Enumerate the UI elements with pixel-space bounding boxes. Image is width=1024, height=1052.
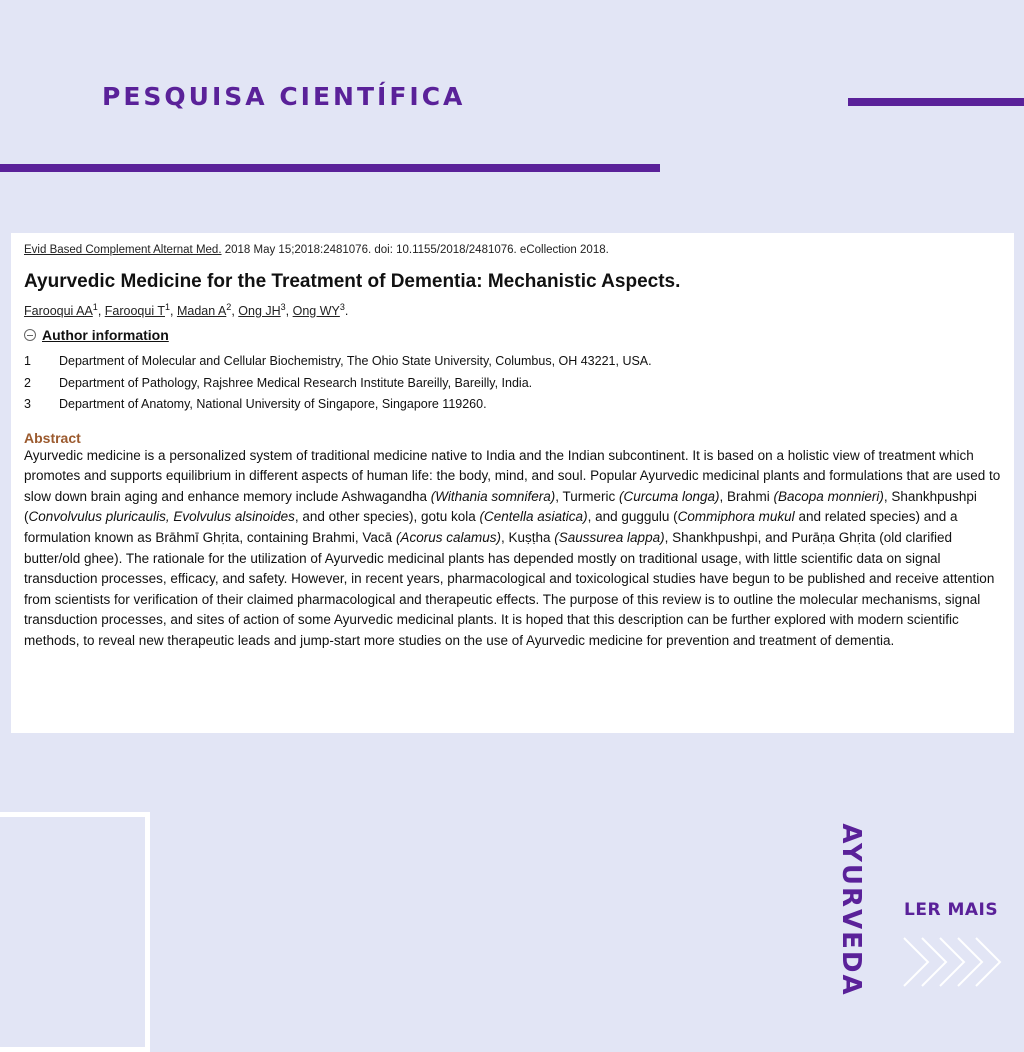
- section-title: PESQUISA CIENTÍFICA: [102, 82, 466, 111]
- author-info-toggle[interactable]: [24, 327, 1001, 343]
- abstract-italic: (Saussurea lappa): [554, 530, 665, 546]
- author-affil-sup: 1: [164, 302, 170, 312]
- affiliation-number: 1: [24, 354, 31, 369]
- author-affil-sup: 3: [339, 302, 345, 312]
- abstract-italic: (Acorus calamus): [395, 530, 501, 546]
- author-affil-sup: 2: [226, 302, 232, 312]
- affiliation-list: [24, 351, 1001, 416]
- abstract-segment: Ayurvedic medicine is a personalized system of traditional medicine native to India and the Indian subcontinent. It is based on a holistic view of treatment which promotes and supports equilibrium in different aspects of human life: the body, mind, and soul. Popular Ayurvedic medicinal plants and formulations that are used to slow down brain aging and enhance memory include Ashwagandha: [24, 447, 1001, 504]
- abstract-segment: , Brahmi: [719, 488, 774, 504]
- citation-details: 2018 May 15;2018:2481076. doi: 10.1155/2018/2481076. eCollection 2018.: [221, 244, 609, 256]
- author-affil-sup: 1: [92, 302, 98, 312]
- affiliation-item: [24, 373, 1001, 395]
- affiliation-item: [24, 351, 1001, 373]
- author-info-label[interactable]: Author information: [42, 327, 169, 344]
- abstract-text: [24, 446, 1001, 652]
- affiliation-text: Department of Anatomy, National University of Singapore, Singapore 119260.: [59, 397, 487, 412]
- abstract-heading: Abstract: [24, 429, 81, 446]
- affiliation-text: Department of Pathology, Rajshree Medical Research Institute Bareilly, Bareilly, India.: [59, 375, 533, 390]
- chevron-right-icon[interactable]: [902, 934, 1006, 990]
- abstract-segment: and related species) and a formulation known as Brāhmī Ghṛita, containing Brahmi, Vacā: [24, 509, 958, 546]
- read-more-button[interactable]: LER MAIS: [904, 900, 999, 920]
- author-link[interactable]: Farooqui T: [104, 304, 165, 319]
- abstract-segment: , Turmeric: [555, 488, 619, 504]
- abstract-italic: (Bacopa monnieri): [773, 488, 884, 504]
- author-link[interactable]: Ong WY: [292, 304, 340, 319]
- abstract-segment: , Shankhpushpi (: [24, 488, 977, 525]
- affiliation-number: 3: [24, 397, 31, 412]
- abstract-italic: Convolvulus pluricaulis, Evolvulus alsinoides: [28, 509, 295, 525]
- author-list: Farooqui $AA^1$, Farooqui $T^1$, Madan $A^2$, Ong $JH^3$, Ong $WY^3$.: [24, 302, 349, 319]
- journal-link[interactable]: Evid Based Complement Alternat Med.: [24, 244, 222, 256]
- decorative-bar-long: [0, 164, 660, 172]
- abstract-italic: (Withania somnifera): [430, 488, 556, 504]
- abstract-segment: , and other species), gotu kola: [294, 509, 480, 525]
- abstract-italic: Commiphora mukul: [677, 509, 795, 525]
- citation: [24, 244, 1001, 256]
- abstract-segment: , and guggulu (: [587, 509, 678, 525]
- decorative-frame: [0, 812, 150, 1052]
- author-link[interactable]: Farooqui AA: [24, 304, 93, 319]
- author-affil-sup: 3: [280, 302, 286, 312]
- decorative-bar-top: [848, 98, 1024, 106]
- collapse-minus-icon[interactable]: [24, 329, 36, 341]
- abstract-segment: , Kuṣṭha: [500, 530, 555, 546]
- author-link[interactable]: Madan A: [176, 304, 227, 319]
- affiliation-text: Department of Molecular and Cellular Biochemistry, The Ohio State University, Columbus, OH 43221, USA.: [59, 354, 652, 369]
- affiliation-number: 2: [24, 375, 31, 390]
- affiliation-item: [24, 394, 1001, 416]
- article-title: Ayurvedic Medicine for the Treatment of Dementia: Mechanistic Aspects.: [24, 271, 681, 292]
- abstract-italic: (Centella asiatica): [479, 509, 588, 525]
- author-link[interactable]: Ong JH: [238, 304, 281, 319]
- abstract-segment: , Shankhpushpi, and Purāṇa Ghṛita (old clarified butter/old ghee). The rationale for the utilization of Ayurvedic medicinal plants has depended mostly on traditional usage, with little scientific data on signal transduction processes, efficacy, and safety. However, in recent years, pharmacological and toxicological studies have begun to be published and receive attention from scientists for verification of their claimed pharmacological and therapeutic effects. The purpose of this review is to outline the molecular mechanisms, signal transduction processes, and sites of action of some Ayurvedic medicinal plants. It is hoped that this description can be further explored with modern scientific methods, to reveal new therapeutic leads and jump-start more studies on the use of Ayurvedic medicine for prevention and treatment of dementia.: [24, 530, 995, 648]
- vertical-label: AYURVEDA: [836, 823, 866, 997]
- article-card: [11, 233, 1014, 733]
- abstract-italic: (Curcuma longa): [618, 488, 720, 504]
